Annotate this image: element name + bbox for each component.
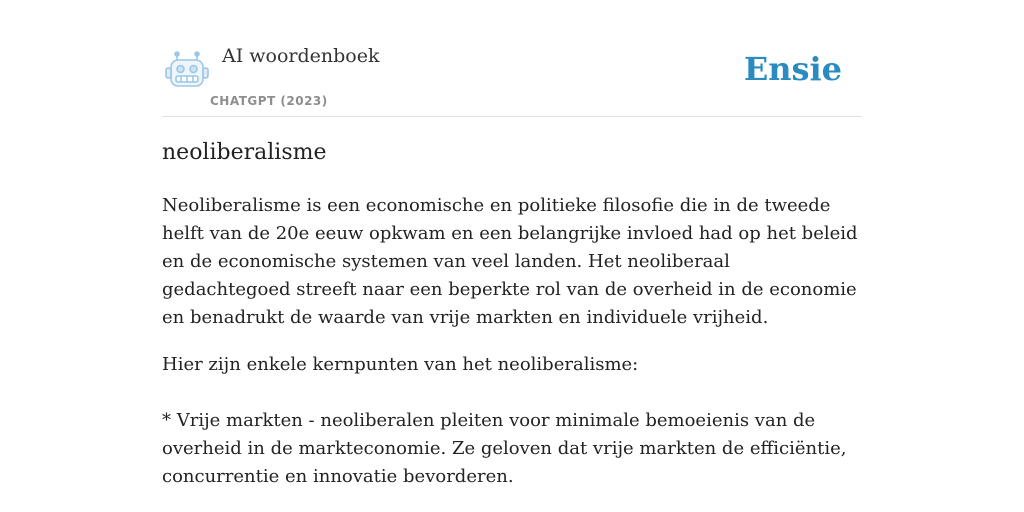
definition-paragraph: Neoliberalisme is een economische en politieke filosofie die in de tweede helft van de 20e eeuw opkwam en een belangrijke invloed had op het beleid en de economische systemen van veel landen. Het neoliberaal gedachtegoed streeft naar een beperkte rol van de overheid in de economie en benadrukt de waarde van vrije markten en individuele vrijheid. (162, 195, 858, 328)
key-points-intro: Hier zijn enkele kernpunten van het neoliberalisme: (162, 354, 639, 375)
source-subtitle: CHATGPT (2023) (210, 94, 328, 108)
source-title[interactable]: AI woordenboek (222, 45, 380, 67)
header (162, 0, 862, 117)
robot-icon (165, 50, 209, 92)
entry-term: neoliberalisme (162, 140, 327, 165)
key-point-item: * Vrije markten - neoliberalen pleiten voor minimale bemoeienis van de overheid in de markteconomie. Ze geloven dat vrije markten de efficiëntie, concurrentie en innovatie bevorderen. (162, 410, 847, 487)
site-logo[interactable]: Ensie (743, 50, 842, 88)
